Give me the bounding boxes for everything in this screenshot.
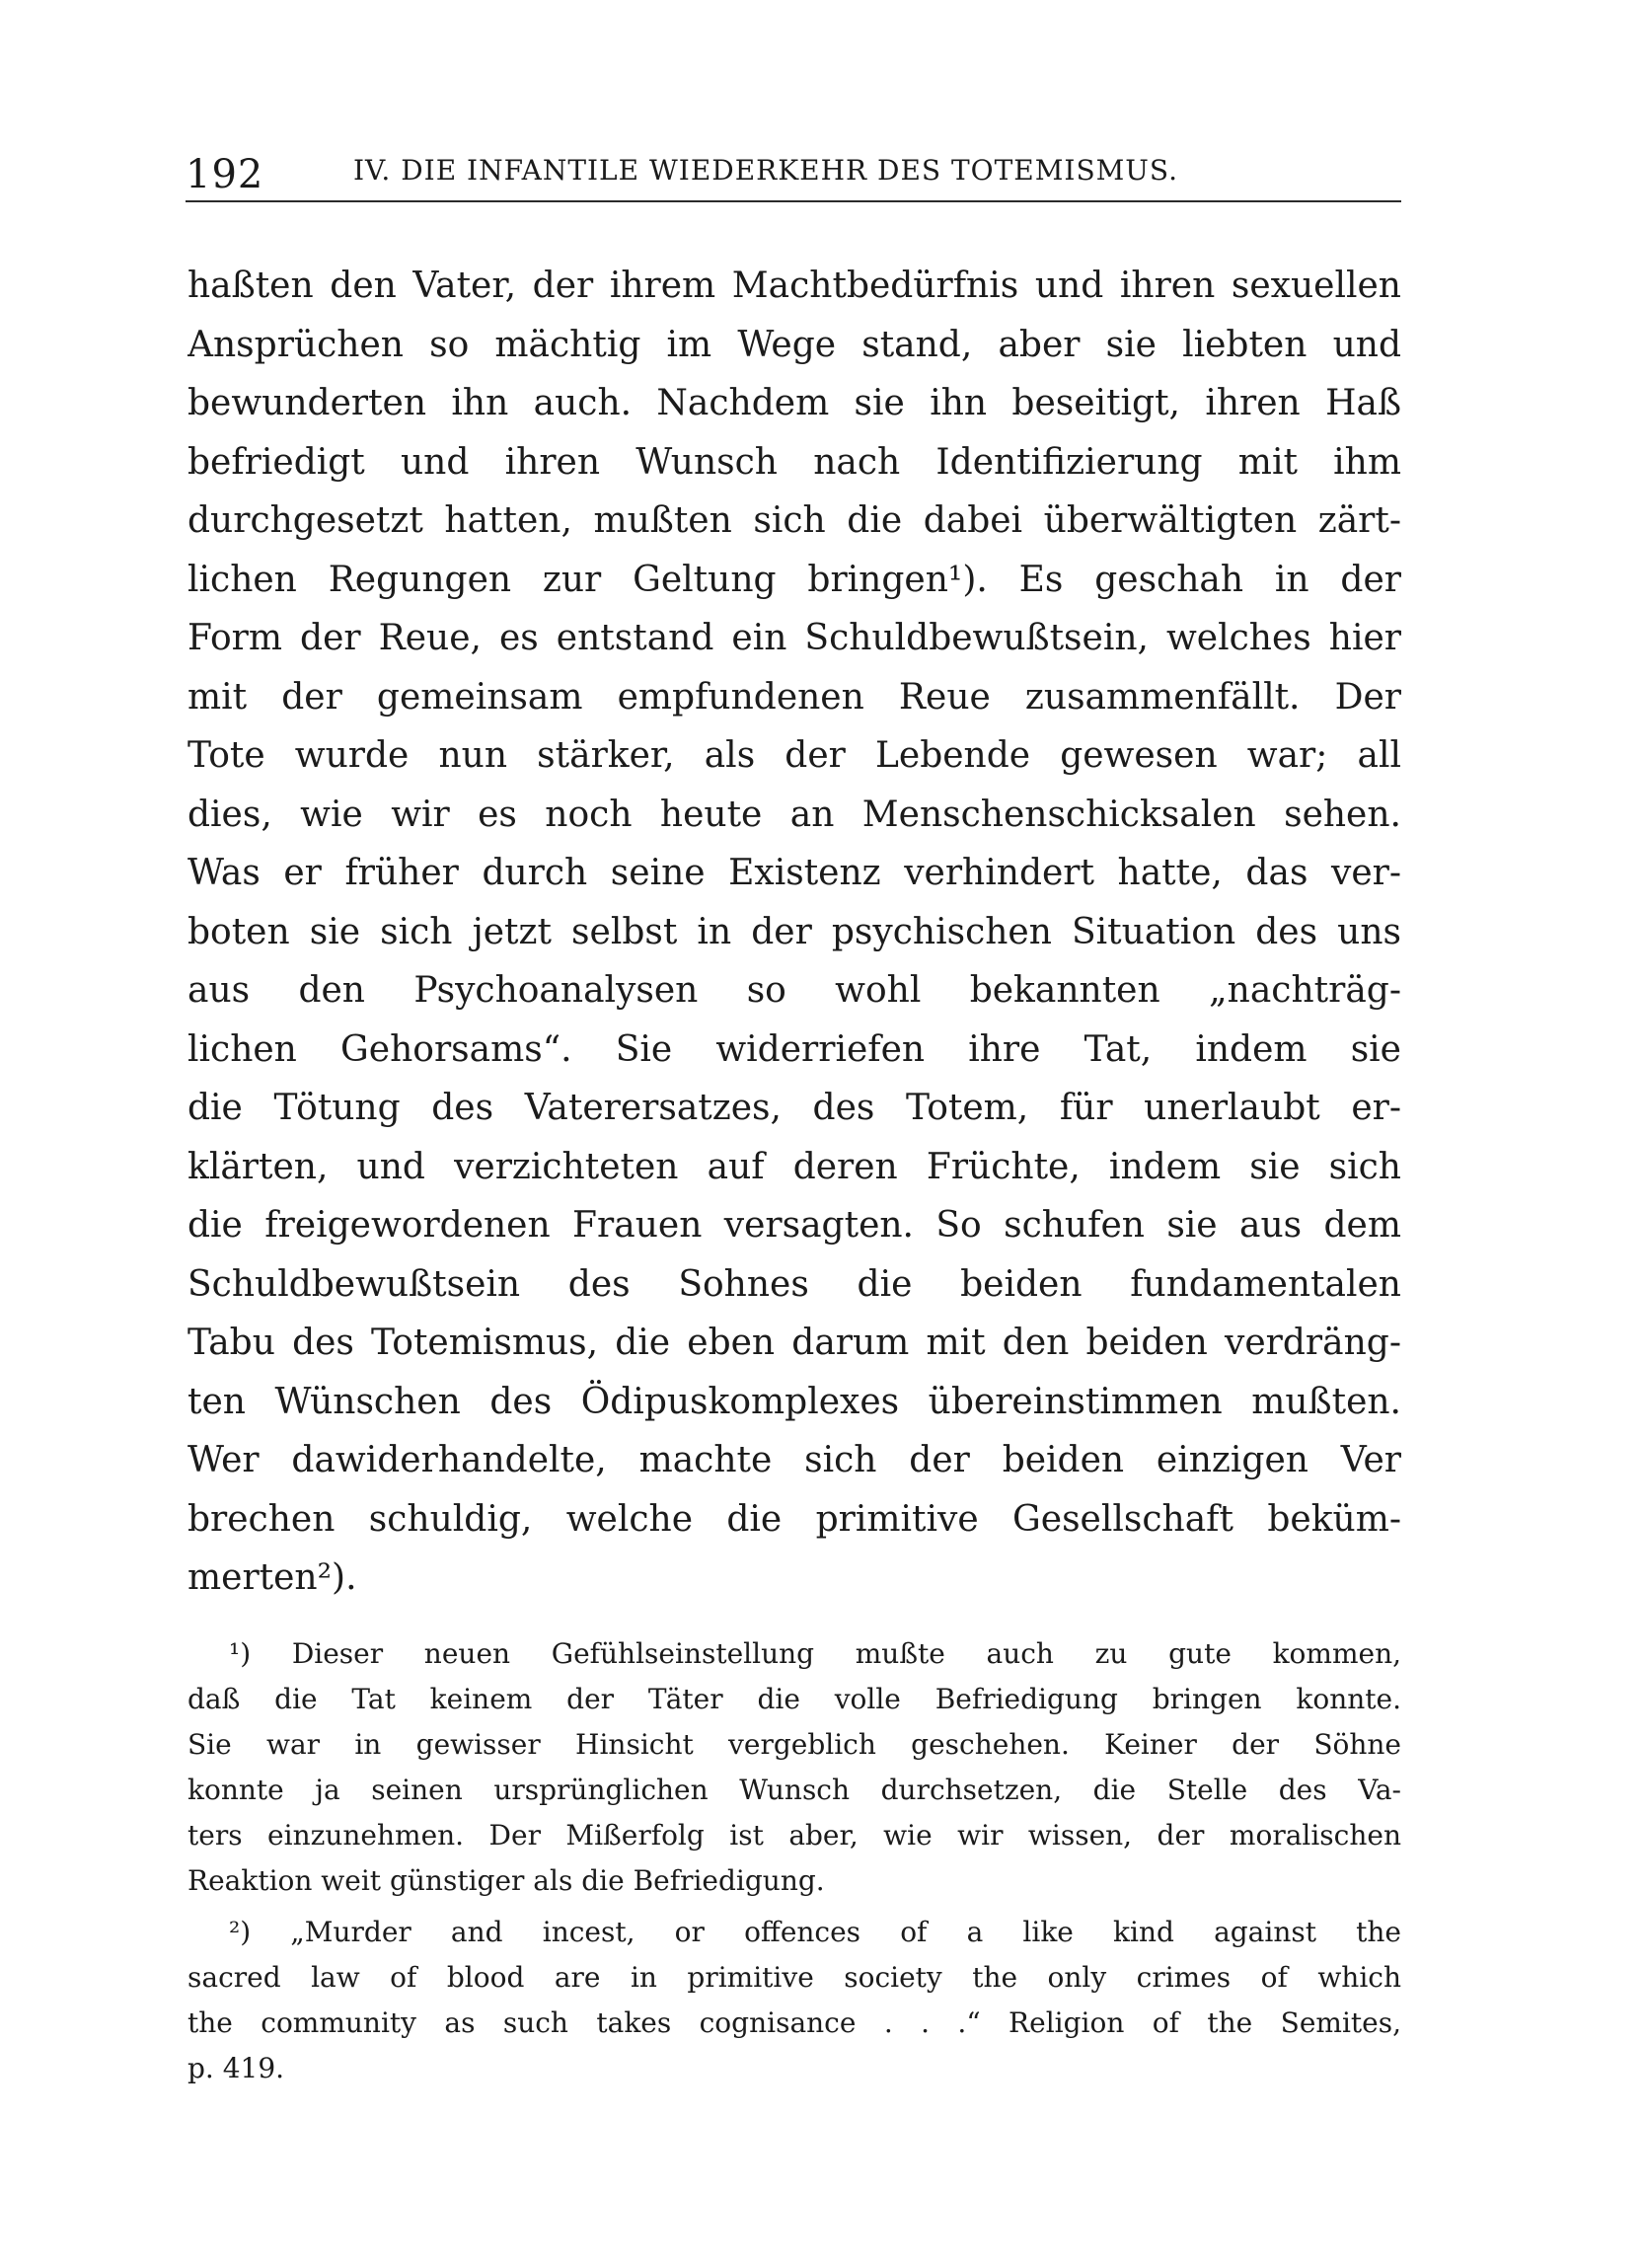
footnote-line: the community as such takes cognisance . . .“ Religion of the Semites, — [187, 2006, 1401, 2039]
footnote-1 — [187, 1631, 1401, 1904]
body-line: ten Wünschen des Ödipuskomplexes übereinstimmen mußten. — [187, 1381, 1401, 1422]
body-line: lichen Gehorsams“. Sie widerriefen ihre Tat, indem sie — [187, 1028, 1401, 1070]
footnote-2 — [187, 1910, 1401, 2091]
footnotes — [187, 1631, 1401, 2091]
body-line: befriedigt und ihren Wunsch nach Identifizierung mit ihm — [187, 441, 1401, 483]
body-line: lichen Regungen zur Geltung bringen¹). Es geschah in der — [187, 559, 1401, 600]
footnote-line: sacred law of blood are in primitive society the only crimes of which — [187, 1961, 1401, 1994]
body-line: aus den Psychoanalysen so wohl bekannten „nachträg- — [187, 970, 1401, 1011]
body-line: Tote wurde nun stärker, als der Lebende gewesen war; all — [187, 735, 1401, 776]
footnote-line: Reaktion weit günstiger als die Befriedigung. — [187, 1864, 825, 1897]
body-line: Was er früher durch seine Existenz verhindert hatte, das ver- — [187, 853, 1401, 893]
page-header — [186, 144, 1401, 201]
footnote-line: konnte ja seinen ursprünglichen Wunsch durchsetzen, die Stelle des Va- — [187, 1774, 1401, 1806]
running-title: IV. DIE INFANTILE WIEDERKEHR DES TOTEMISMUS. — [353, 154, 1178, 187]
body-line: brechen schuldig, welche die primitive Gesellschaft beküm- — [187, 1498, 1401, 1540]
footnote-line: Sie war in gewisser Hinsicht vergeblich geschehen. Keiner der Söhne — [187, 1728, 1401, 1761]
footnote-line: ²) „Murder and incest, or offences of a like kind against the — [229, 1916, 1401, 1948]
body-line: Tabu des Totemismus, die eben darum mit den beiden verdräng- — [187, 1323, 1401, 1363]
body-line: Wer dawiderhandelte, machte sich der beiden einzigen Ver — [187, 1440, 1401, 1480]
body-line: die Tötung des Vaterersatzes, des Totem, für unerlaubt er- — [187, 1088, 1401, 1128]
body-line: mit der gemeinsam empfundenen Reue zusammenfällt. Der — [187, 676, 1401, 718]
body-line: Ansprüchen so mächtig im Wege stand, aber sie liebten und — [187, 324, 1401, 365]
body-line: Form der Reue, es entstand ein Schuldbewußtsein, welches hier — [187, 618, 1401, 658]
body-paragraph — [187, 257, 1401, 1608]
page-number: 192 — [186, 152, 264, 197]
footnote-line: ters einzunehmen. Der Mißerfolg ist aber, wie wir wissen, der moralischen — [187, 1819, 1401, 1852]
body-line: bewunderten ihn auch. Nachdem sie ihn beseitigt, ihren Haß — [187, 383, 1401, 423]
body-line: klärten, und verzichteten auf deren Früchte, indem sie sich — [187, 1146, 1401, 1187]
footnote-line: daß die Tat keinem der Täter die volle Befriedigung bringen konnte. — [187, 1683, 1401, 1715]
footnote-line: p. 419. — [187, 2052, 285, 2084]
body-line: dies, wie wir es noch heute an Menschenschicksalen sehen. — [187, 794, 1401, 835]
footnote-line: ¹) Dieser neuen Gefühlseinstellung mußte auch zu gute kommen, — [229, 1637, 1401, 1670]
body-line: Schuldbewußtsein des Sohnes die beiden fundamentalen — [187, 1263, 1401, 1305]
body-line: haßten den Vater, der ihrem Machtbedürfnis und ihren sexuellen — [187, 265, 1401, 306]
header-rule — [186, 200, 1401, 202]
body-line: durchgesetzt hatten, mußten sich die dabei überwältigten zärt- — [187, 500, 1401, 541]
body-line: merten²). — [187, 1557, 357, 1598]
body-line: die freigewordenen Frauen versagten. So schufen sie aus dem — [187, 1205, 1401, 1246]
body-line: boten sie sich jetzt selbst in der psychischen Situation des uns — [187, 911, 1401, 952]
